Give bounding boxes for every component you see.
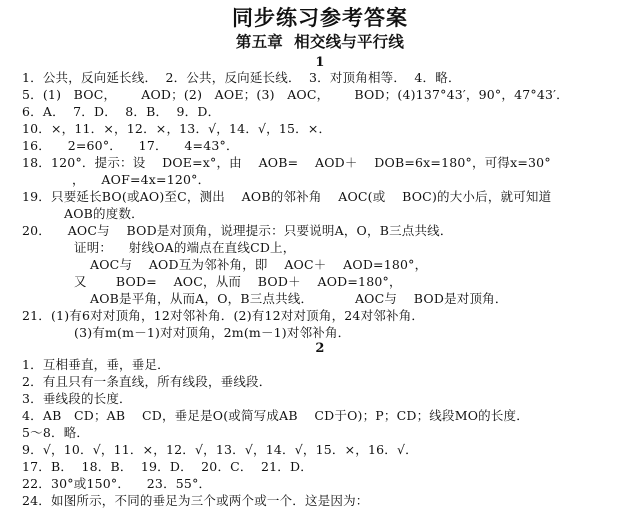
answer-line: 18．120°．提示：设 DOE=x°，由 AOB= AOD＋ DOB=6x=180°，可得x=30° bbox=[22, 155, 551, 170]
answer-line: 3．垂线段的长度． bbox=[22, 391, 132, 406]
answer-line: 证明： 射线OA的端点在直线CD上， bbox=[74, 240, 296, 255]
chapter-heading: 第五章 相交线与平行线 bbox=[235, 32, 405, 51]
answer-line: 10．×，11．×，12．×，13．√，14．√，15．×． bbox=[22, 121, 332, 136]
answer-line: AOB是平角，从而A，O，B三点共线． AOC与 BOD是对顶角． bbox=[90, 291, 508, 306]
section-number-1: 1 bbox=[315, 55, 325, 70]
answer-line: 21．(1)有6对对顶角，12对邻补角．(2)有12对对顶角，24对邻补角． bbox=[22, 308, 425, 323]
answer-line: 24．如图所示，不同的垂足为三个或两个或一个．这是因为： bbox=[22, 493, 369, 508]
answer-line: 5～8．略． bbox=[22, 425, 90, 440]
answer-line: 1．公共，反向延长线． 2．公共，反向延长线． 3．对顶角相等． 4．略． bbox=[22, 70, 461, 85]
answer-line: (3)有m(m－1)对对顶角，2m(m－1)对邻补角． bbox=[74, 325, 351, 340]
answer-line: ， AOF=4x=120°． bbox=[72, 172, 211, 187]
answer-line: 19．只要延长BO(或AO)至C，测出 AOB的邻补角 AOC(或 BOC)的大小后，就可知道 bbox=[22, 189, 552, 204]
answer-line: 9．√，10．√，11．×，12．√，13．√，14．√，15．×，16．√． bbox=[22, 442, 418, 457]
answer-line: 5．(1) BOC， AOD；(2) AOE；(3) AOC， BOD；(4)137°43′，90°，47°43′． bbox=[22, 87, 569, 102]
answer-line: AOB的度数． bbox=[64, 206, 144, 221]
answer-line: 又 BOD= AOC，从而 BOD＋ AOD=180°， bbox=[74, 274, 402, 289]
answer-line: 16． 2=60°． 17． 4=43°． bbox=[22, 138, 239, 153]
answer-line: 4．AB CD；AB CD，垂足是O(或简写成AB CD于O)；P；CD；线段MO的长度． bbox=[22, 408, 529, 423]
answer-line: AOC与 AOD互为邻补角，即 AOC＋ AOD=180°， bbox=[90, 257, 428, 272]
answer-line: 1．互相垂直，垂，垂足． bbox=[22, 357, 170, 372]
section-number-2: 2 bbox=[315, 341, 325, 356]
answer-line: 2．有且只有一条直线，所有线段，垂线段． bbox=[22, 374, 272, 389]
document-title: 同步练习参考答案 bbox=[232, 5, 408, 30]
answer-line: 17．B． 18．B． 19．D． 20．C． 21．D． bbox=[22, 459, 313, 474]
answer-line: 6．A． 7．D． 8．B． 9．D． bbox=[22, 104, 221, 119]
answer-line: 22．30°或150°． 23．55°． bbox=[22, 476, 212, 491]
answer-line: 20． AOC与 BOD是对顶角，说理提示：只要说明A，O，B三点共线． bbox=[22, 223, 453, 238]
